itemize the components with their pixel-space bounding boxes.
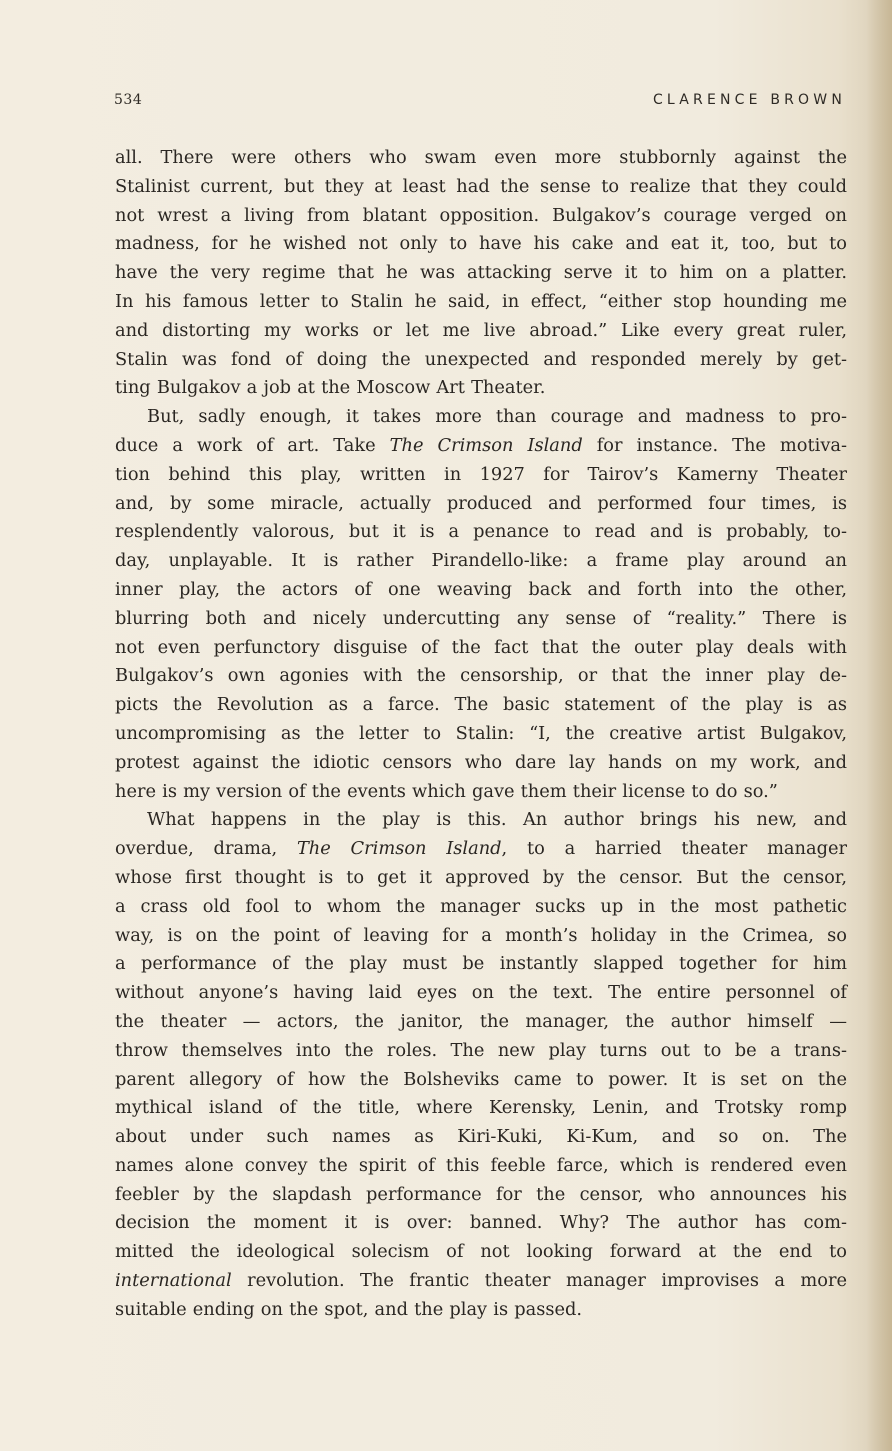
text-line: mitted the ideological solecism of not looking forward at the end to [115,1241,847,1263]
text-line: inner play, the actors of one weaving back and forth into the other, [115,578,847,600]
text-line: blurring both and nicely undercutting any sense of “reality.” There is [115,607,847,629]
text-line: names alone convey the spirit of this feeble farce, which is rendered even [115,1154,847,1176]
text-line: suitable ending on the spot, and the play is passed. [115,1298,583,1320]
text-line: not even perfunctory disguise of the fact that the outer play deals with [115,636,847,658]
running-title: CLARENCE BROWN [652,92,846,108]
text-line: duce a work of art. Take The Crimson Island for instance. The motiva- [115,434,847,456]
page-edge-shadow [866,0,892,1451]
text-line: uncompromising as the letter to Stalin: “I, the creative artist Bulgakov, [115,722,847,744]
text-line: not wrest a living from blatant opposition. Bulgakov’s courage verged on [115,204,847,226]
text-line: all. There were others who swam even more stubbornly against the [115,147,847,168]
paragraph [115,144,847,403]
body-text [115,144,847,1325]
text-line: a crass old fool to whom the manager sucks up in the most pathetic [115,895,847,917]
text-line: have the very regime that he was attacking serve it to him on a platter. [115,262,847,284]
text-line: and, by some miracle, actually produced and performed four times, is [115,492,847,514]
text-line: day, unplayable. It is rather Pirandello-like: a frame play around an [115,550,847,572]
text-line: feebler by the slapdash performance for the censor, who announces his [115,1183,847,1205]
paragraph [115,806,847,1324]
running-head [114,92,846,116]
text-line: protest against the idiotic censors who dare lay hands on my work, and [115,751,847,773]
text-line: and distorting my works or let me live abroad.” Like every great ruler, [115,319,847,341]
text-line: But, sadly enough, it takes more than courage and madness to pro- [147,406,847,428]
text-line: What happens in the play is this. An author brings his new, and [147,809,847,831]
text-line: overdue, drama, The Crimson Island, to a harried theater manager [115,838,847,860]
text-line: here is my version of the events which gave them their license to do so.” [115,780,778,802]
text-line: way, is on the point of leaving for a month’s holiday in the Crimea, so [115,924,847,946]
text-line: without anyone’s having laid eyes on the text. The entire personnel of [115,982,847,1004]
text-line: international revolution. The frantic theater manager improvises a more [115,1270,847,1292]
text-line: picts the Revolution as a farce. The basic statement of the play is as [115,694,847,716]
text-line: decision the moment it is over: banned. Why? The author has com- [115,1212,847,1234]
text-line: mythical island of the title, where Kerensky, Lenin, and Trotsky romp [115,1097,847,1119]
text-line: Bulgakov’s own agonies with the censorship, or that the inner play de- [115,665,847,687]
text-line: tion behind this play, written in 1927 for Tairov’s Kamerny Theater [115,463,847,485]
text-line: throw themselves into the roles. The new play turns out to be a trans- [115,1039,847,1061]
text-line: ting Bulgakov a job at the Moscow Art Theater. [115,377,546,399]
text-line: whose first thought is to get it approved by the censor. But the censor, [115,866,847,888]
text-line: about under such names as Kiri-Kuki, Ki-Kum, and so on. The [115,1126,847,1148]
text-line: Stalin was fond of doing the unexpected and responded merely by get- [115,348,847,370]
text-line: resplendently valorous, but it is a penance to read and is probably, to- [115,521,847,543]
text-line: parent allegory of how the Bolsheviks came to power. It is set on the [115,1068,847,1090]
text-line: a performance of the play must be instantly slapped together for him [115,953,847,975]
page-number: 534 [114,92,143,108]
paragraph [115,403,847,806]
text-line: madness, for he wished not only to have his cake and eat it, too, but to [115,233,847,255]
text-line: Stalinist current, but they at least had the sense to realize that they could [115,175,847,197]
text-line: In his famous letter to Stalin he said, in effect, “either stop hounding me [115,290,847,312]
text-line: the theater — actors, the janitor, the manager, the author himself — [115,1010,847,1032]
